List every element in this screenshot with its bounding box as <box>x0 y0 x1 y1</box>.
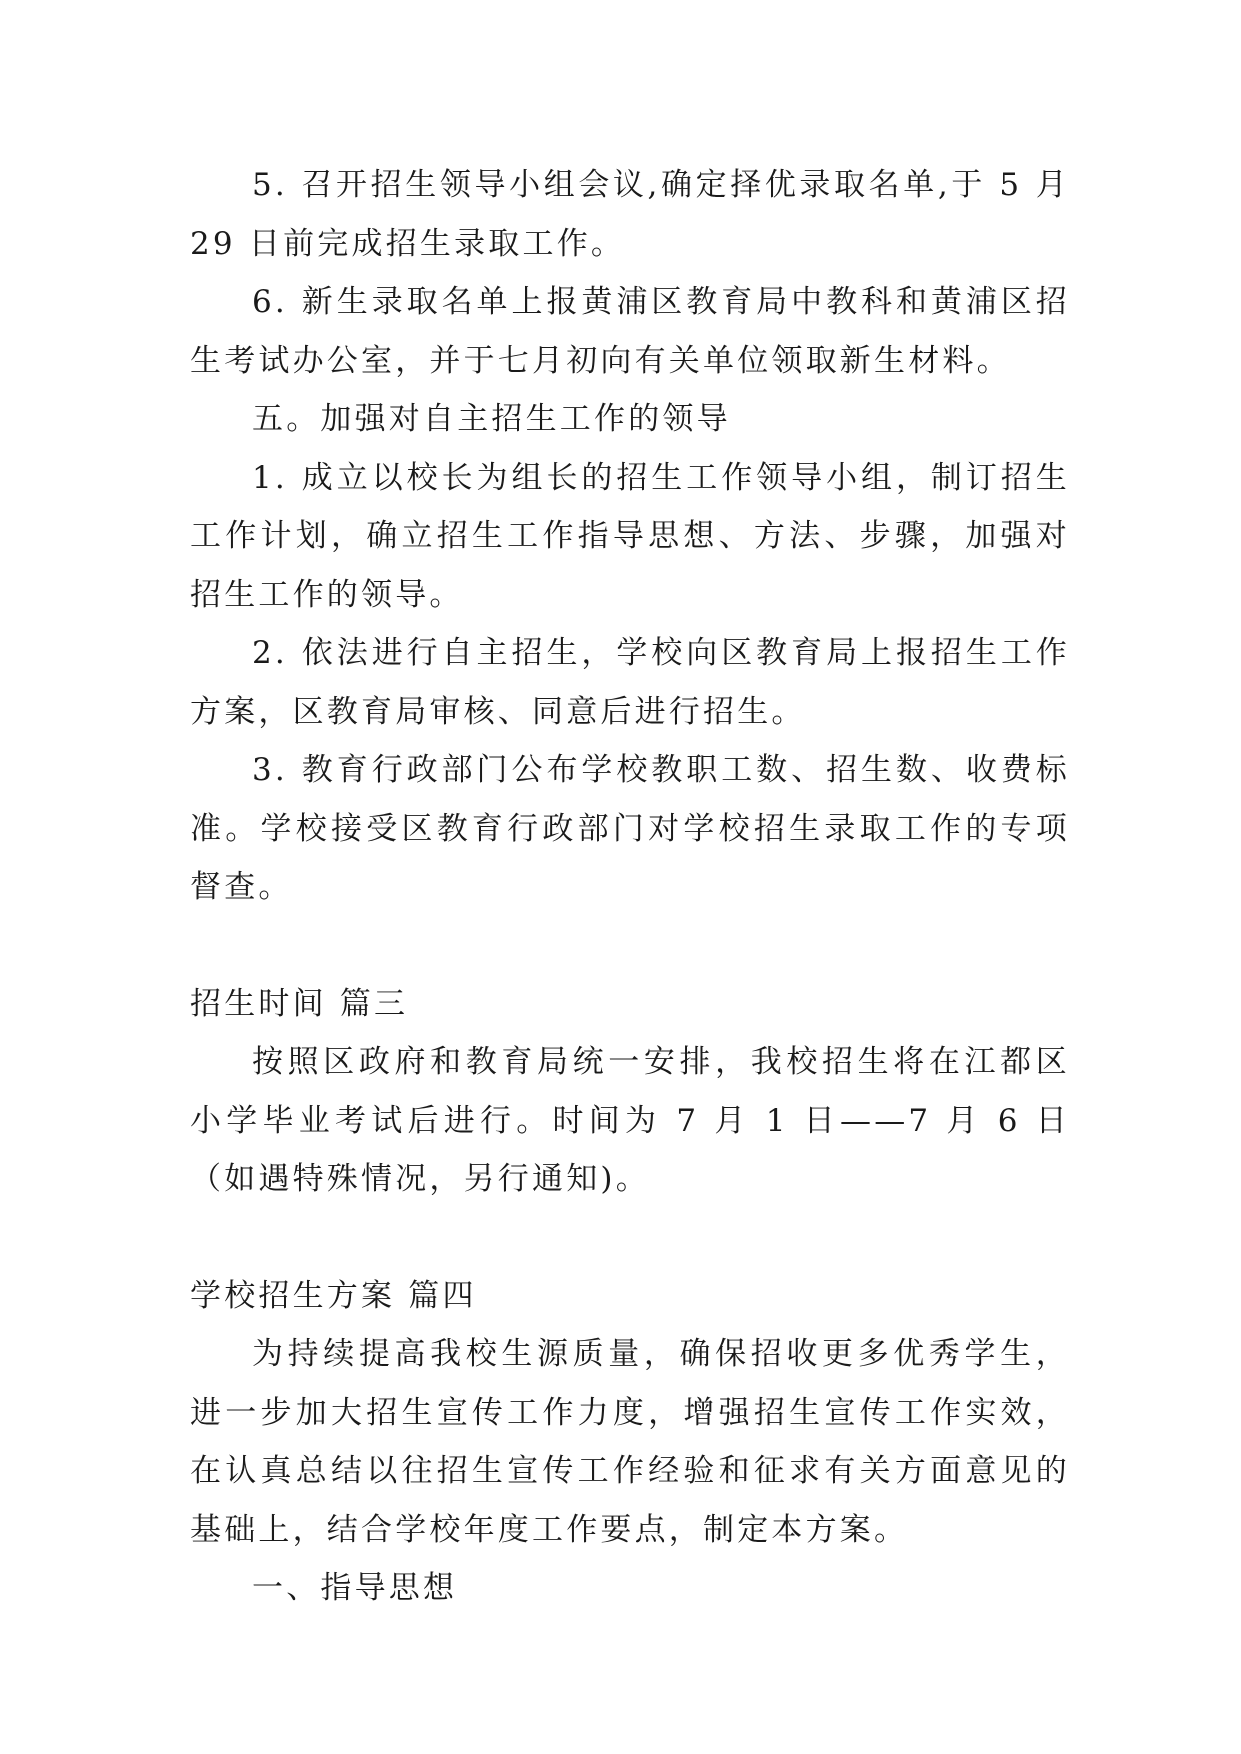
section-spacer <box>190 1209 1070 1267</box>
document-body <box>190 156 1070 1618</box>
paragraph-report-new-students: 6. 新生录取名单上报黄浦区教育局中教科和黄浦区招生考试办公室，并于七月初向有关单位领取新生材料。 <box>190 284 1070 379</box>
paragraph-section-five-heading: 五。加强对自主招生工作的领导 <box>252 401 731 437</box>
paragraph-leadership-group: 1. 成立以校长为组长的招生工作领导小组，制订招生工作计划，确立招生工作指导思想、方法、步骤，加强对招生工作的领导。 <box>190 459 1070 613</box>
section-heading-enrollment-time: 招生时间 篇三 <box>190 985 409 1022</box>
section-heading-enrollment-plan: 学校招生方案 篇四 <box>190 1277 477 1314</box>
paragraph-public-disclosure: 3. 教育行政部门公布学校教职工数、招生数、收费标准。学校接受区教育行政部门对学校招生录取工作的专项督查。 <box>190 752 1070 905</box>
paragraph-plan-intro: 为持续提高我校生源质量，确保招收更多优秀学生，进一步加大招生宣传工作力度，增强招生宣传工作实效，在认真总结以往招生宣传工作经验和征求有关方面意见的基础上，结合学校年度工作要点，制定本方案。 <box>190 1336 1070 1548</box>
paragraph-lawful-enrollment: 2. 依法进行自主招生，学校向区教育局上报招生工作方案，区教育局审核、同意后进行招生。 <box>190 635 1070 730</box>
paragraph-guiding-ideology-heading: 一、指导思想 <box>252 1570 458 1606</box>
paragraph-enrollment-time: 按照区政府和教育局统一安排，我校招生将在江都区小学毕业考试后进行。时间为 7 月 1 日——7 月 6 日（如遇特殊情况，另行通知)。 <box>190 1044 1070 1197</box>
section-spacer <box>190 917 1070 975</box>
paragraph-enrollment-list-deadline: 5. 召开招生领导小组会议,确定择优录取名单,于 5 月 29 日前完成招生录取工作。 <box>190 167 1070 262</box>
